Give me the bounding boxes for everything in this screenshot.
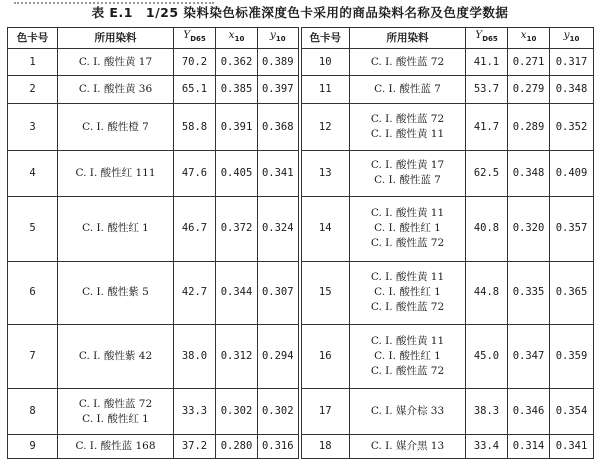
right-x-cell: 0.346 — [508, 389, 550, 434]
right-x-cell: 0.271 — [508, 49, 550, 76]
dye-name: C. I. 酸性蓝 72 — [370, 237, 445, 250]
left-x-cell: 0.302 — [216, 389, 258, 434]
table-row — [8, 261, 594, 324]
header-Y-right: $Y_{D65}$ — [466, 28, 508, 49]
right-y-cell: 0.359 — [550, 324, 594, 388]
header-dye-left: 所用染料 — [58, 28, 174, 49]
right-card-cell: 10 — [300, 49, 350, 76]
right-Y-cell: 38.3 — [466, 389, 508, 434]
header-x-right: $x_{10}$ — [508, 28, 550, 49]
left-card-cell: 1 — [8, 49, 58, 76]
right-x-cell: 0.347 — [508, 324, 550, 388]
left-Y-cell: 58.8 — [174, 104, 216, 150]
dye-name: C. I. 媒介黑 13 — [370, 439, 445, 452]
dye-name: C. I. 酸性黄 36 — [78, 83, 153, 96]
right-y-cell: 0.348 — [550, 76, 594, 104]
right-y-cell: 0.352 — [550, 104, 594, 150]
dye-name: C. I. 酸性黄 11 — [370, 335, 445, 348]
right-y-cell: 0.354 — [550, 389, 594, 434]
left-x-cell: 0.405 — [216, 150, 258, 196]
dye-name: C. I. 酸性红 1 — [82, 222, 149, 235]
right-x-cell: 0.320 — [508, 197, 550, 261]
right-Y-cell: 44.8 — [466, 261, 508, 324]
left-dye-cell — [58, 261, 174, 324]
header-x-left: $x_{10}$ — [216, 28, 258, 49]
left-y-cell: 0.389 — [258, 49, 300, 76]
dye-name: C. I. 酸性黄 11 — [370, 207, 445, 220]
left-dye-cell — [58, 434, 174, 458]
dye-name: C. I. 酸性橙 7 — [82, 120, 149, 133]
right-card-cell: 15 — [300, 261, 350, 324]
dye-name: C. I. 酸性红 1 — [374, 286, 441, 299]
right-dye-cell — [350, 104, 466, 150]
dye-name: C. I. 酸性蓝 7 — [374, 174, 441, 187]
table-row — [8, 197, 594, 261]
right-card-cell: 11 — [300, 76, 350, 104]
dye-name: C. I. 酸性黄 17 — [370, 159, 445, 172]
left-y-cell: 0.368 — [258, 104, 300, 150]
left-Y-cell: 46.7 — [174, 197, 216, 261]
table-row — [8, 49, 594, 76]
dye-name: C. I. 酸性蓝 72 — [370, 301, 445, 314]
dye-name: C. I. 酸性黄 11 — [370, 271, 445, 284]
dye-name: C. I. 酸性红 1 — [374, 350, 441, 363]
table-row — [8, 150, 594, 196]
dye-name: C. I. 酸性红 1 — [374, 222, 441, 235]
left-card-cell: 5 — [8, 197, 58, 261]
right-Y-cell: 62.5 — [466, 150, 508, 196]
left-dye-cell — [58, 324, 174, 388]
right-card-cell: 17 — [300, 389, 350, 434]
left-Y-cell: 42.7 — [174, 261, 216, 324]
right-Y-cell: 33.4 — [466, 434, 508, 458]
left-x-cell: 0.372 — [216, 197, 258, 261]
right-x-cell: 0.279 — [508, 76, 550, 104]
left-Y-cell: 47.6 — [174, 150, 216, 196]
right-card-cell: 12 — [300, 104, 350, 150]
header-card-right: 色卡号 — [300, 28, 350, 49]
left-card-cell: 9 — [8, 434, 58, 458]
right-x-cell: 0.289 — [508, 104, 550, 150]
left-dye-cell — [58, 197, 174, 261]
right-dye-cell — [350, 49, 466, 76]
dye-name: C. I. 酸性蓝 72 — [78, 397, 153, 410]
left-Y-cell: 33.3 — [174, 389, 216, 434]
left-y-cell: 0.307 — [258, 261, 300, 324]
left-card-cell: 4 — [8, 150, 58, 196]
header-Y-left: $Y_{D65}$ — [174, 28, 216, 49]
dye-name: C. I. 酸性蓝 168 — [75, 439, 156, 452]
dye-name: C. I. 酸性紫 42 — [78, 350, 153, 363]
right-y-cell: 0.357 — [550, 197, 594, 261]
left-x-cell: 0.344 — [216, 261, 258, 324]
left-dye-cell — [58, 150, 174, 196]
left-dye-cell — [58, 76, 174, 104]
left-y-cell: 0.397 — [258, 76, 300, 104]
left-dye-cell — [58, 389, 174, 434]
dye-data-table — [7, 27, 594, 459]
dye-name: C. I. 酸性红 1 — [82, 412, 149, 425]
page-title: 表 E.1 1/25 染料染色标准深度色卡采用的商品染料名称及色度学数据 — [91, 5, 509, 20]
left-y-cell: 0.341 — [258, 150, 300, 196]
dye-name: C. I. 酸性紫 5 — [82, 286, 149, 299]
right-Y-cell: 45.0 — [466, 324, 508, 388]
right-y-cell: 0.341 — [550, 434, 594, 458]
left-x-cell: 0.312 — [216, 324, 258, 388]
right-x-cell: 0.348 — [508, 150, 550, 196]
right-y-cell: 0.409 — [550, 150, 594, 196]
left-card-cell: 6 — [8, 261, 58, 324]
right-dye-cell — [350, 197, 466, 261]
left-dye-cell — [58, 49, 174, 76]
dye-name: C. I. 酸性黄 11 — [370, 128, 445, 141]
left-y-cell: 0.324 — [258, 197, 300, 261]
right-dye-cell — [350, 150, 466, 196]
left-card-cell: 2 — [8, 76, 58, 104]
left-card-cell: 7 — [8, 324, 58, 388]
right-card-cell: 14 — [300, 197, 350, 261]
table-row — [8, 104, 594, 150]
left-Y-cell: 70.2 — [174, 49, 216, 76]
header-row — [8, 28, 594, 49]
right-Y-cell: 40.8 — [466, 197, 508, 261]
left-y-cell: 0.316 — [258, 434, 300, 458]
left-x-cell: 0.280 — [216, 434, 258, 458]
right-dye-cell — [350, 389, 466, 434]
left-dye-cell — [58, 104, 174, 150]
header-y-right: $y_{10}$ — [550, 28, 594, 49]
dye-name: C. I. 媒介棕 33 — [370, 405, 445, 418]
dye-name: C. I. 酸性黄 17 — [78, 55, 153, 68]
left-Y-cell: 37.2 — [174, 434, 216, 458]
right-dye-cell — [350, 76, 466, 104]
table-row — [8, 324, 594, 388]
right-dye-cell — [350, 324, 466, 388]
dye-name: C. I. 酸性红 111 — [75, 166, 156, 179]
header-card-left: 色卡号 — [8, 28, 58, 49]
dye-name: C. I. 酸性蓝 72 — [370, 113, 445, 126]
left-x-cell: 0.391 — [216, 104, 258, 150]
right-Y-cell: 53.7 — [466, 76, 508, 104]
left-card-cell: 8 — [8, 389, 58, 434]
dye-name: C. I. 酸性蓝 72 — [370, 365, 445, 378]
left-y-cell: 0.294 — [258, 324, 300, 388]
dye-name: C. I. 酸性蓝 7 — [374, 83, 441, 96]
table-row — [8, 389, 594, 434]
dye-name: C. I. 酸性蓝 72 — [370, 55, 445, 68]
left-card-cell: 3 — [8, 104, 58, 150]
right-card-cell: 18 — [300, 434, 350, 458]
header-dye-right: 所用染料 — [350, 28, 466, 49]
header-y-left: $y_{10}$ — [258, 28, 300, 49]
left-Y-cell: 65.1 — [174, 76, 216, 104]
right-x-cell: 0.335 — [508, 261, 550, 324]
left-y-cell: 0.302 — [258, 389, 300, 434]
left-Y-cell: 38.0 — [174, 324, 216, 388]
table-row — [8, 434, 594, 458]
right-dye-cell — [350, 434, 466, 458]
right-y-cell: 0.317 — [550, 49, 594, 76]
right-card-cell: 16 — [300, 324, 350, 388]
table-row — [8, 76, 594, 104]
right-Y-cell: 41.1 — [466, 49, 508, 76]
right-Y-cell: 41.7 — [466, 104, 508, 150]
left-x-cell: 0.362 — [216, 49, 258, 76]
right-y-cell: 0.365 — [550, 261, 594, 324]
right-dye-cell — [350, 261, 466, 324]
right-card-cell: 13 — [300, 150, 350, 196]
right-x-cell: 0.314 — [508, 434, 550, 458]
left-x-cell: 0.385 — [216, 76, 258, 104]
